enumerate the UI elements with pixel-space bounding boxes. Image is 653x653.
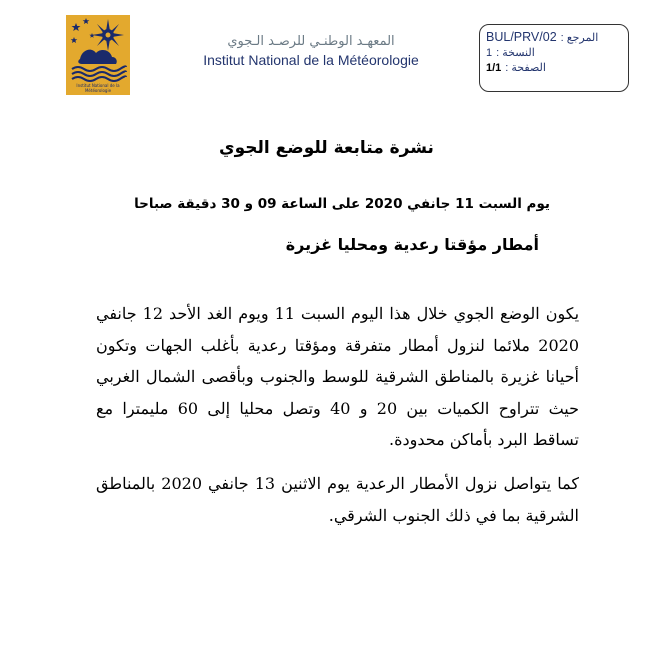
copy-value: 1: [486, 47, 493, 59]
institute-name: [195, 33, 427, 69]
bulletin-dateline: يوم السبت 11 جانفي 2020 على الساعة 09 و 30 دقيقة صباحا: [134, 196, 550, 212]
logo-caption: Institut National de la Météorologie: [76, 83, 120, 93]
sun-wave-emblem-icon: [66, 15, 130, 85]
copy-label: النسخة :: [496, 47, 535, 59]
bulletin-headline: أمطار مؤقتا رعدية ومحليا غزيرة: [285, 235, 539, 254]
page-row: [486, 61, 620, 76]
bulletin-body: [96, 298, 579, 531]
copy-row: [486, 46, 620, 61]
reference-box: [479, 24, 629, 92]
reference-value: BUL/PRV/02: [486, 30, 557, 44]
document-header: [0, 0, 653, 110]
reference-row: [486, 30, 620, 46]
institute-logo: [66, 15, 130, 95]
bulletin-title: نشرة متابعة للوضع الجوي: [219, 138, 434, 158]
page-label: الصفحة :: [505, 62, 546, 74]
reference-label: المرجع :: [560, 32, 599, 44]
institute-name-french: Institut National de la Météorologie: [203, 52, 419, 68]
institute-name-arabic: المعهـد الوطنـي للرصـد الـجوي: [227, 34, 395, 49]
page-value: 1/1: [486, 62, 502, 74]
body-paragraph: يكون الوضع الجوي خلال هذا اليوم السبت 11 ويوم الغد الأحد 12 جانفي 2020 ملائما لنزول أمطار متفرقة ومؤقتا رعدية بأغلب الجهات وتكون أحيانا غزيرة بالمناطق الشرقية للوسط والجنوب وبأقصى الشمال الغربي حيث تتراوح الكميات بين 20 و 40 وتصل محليا إلى 60 مليمترا مع تساقط البرد بأماكن محدودة.: [96, 304, 580, 450]
body-paragraph: كما يتواصل نزول الأمطار الرعدية يوم الاثنين 13 جانفي 2020 بالمناطق الشرقية بما في ذلك الجنوب الشرقي.: [96, 473, 579, 525]
